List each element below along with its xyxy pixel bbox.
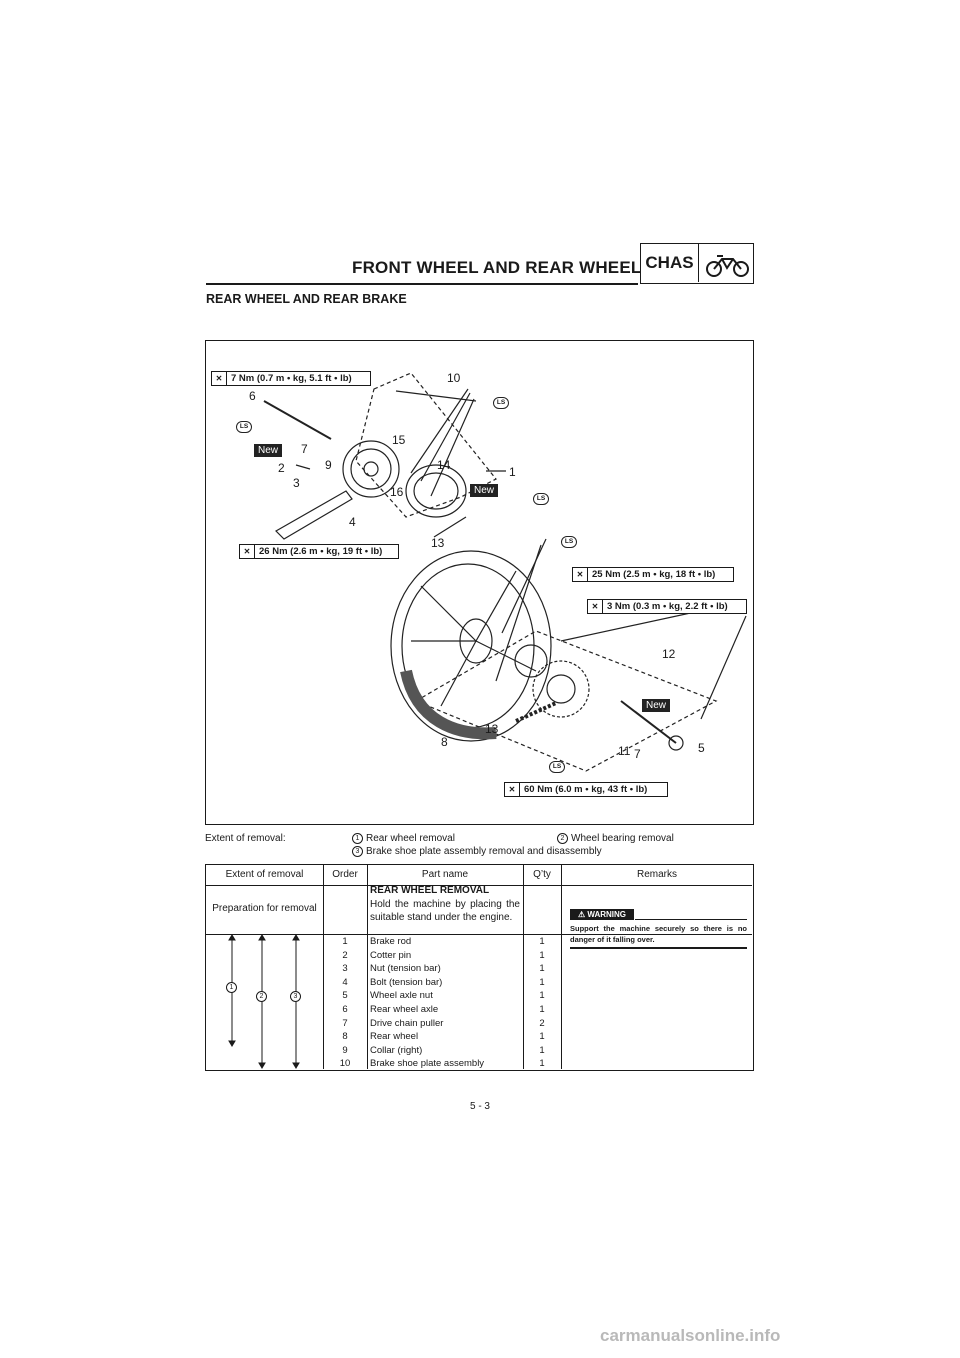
header-part-name: Part name <box>421 869 469 880</box>
callout-4: 4 <box>349 515 356 529</box>
torque-spec-3nm: ✕ 3 Nm (0.3 m • kg, 2.2 ft • lb) <box>587 599 747 614</box>
marker-2: 2 <box>557 833 568 844</box>
warning-text: Support the machine securely so there is no danger of it falling over. <box>570 924 747 944</box>
title-rule <box>206 283 638 285</box>
callout-12: 12 <box>662 647 676 661</box>
extent-item-1: 1 Rear wheel removal <box>352 833 455 844</box>
torque-spec-7nm: ✕ 7 Nm (0.7 m • kg, 5.1 ft • lb) <box>211 371 371 386</box>
row-order: 9 <box>342 1044 348 1056</box>
row-order: 10 <box>339 1058 351 1070</box>
callout-3: 3 <box>293 476 300 490</box>
callout-11: 11 <box>618 744 631 758</box>
row-part-name: Brake shoe plate assembly <box>370 1058 485 1070</box>
callout-10: 10 <box>447 371 461 385</box>
row-order: 3 <box>342 963 348 975</box>
callout-13-top: 13 <box>431 536 445 550</box>
torque-spec-60nm: ✕ 60 Nm (6.0 m • kg, 43 ft • lb) <box>504 782 668 797</box>
callout-5: 5 <box>698 741 705 755</box>
new-part-tag: New <box>254 444 282 457</box>
row-qty: 1 <box>539 936 545 947</box>
extent-marker-2: 2 <box>256 991 267 1002</box>
lithium-grease-icon: LS <box>533 493 549 505</box>
new-part-tag: New <box>642 699 670 712</box>
section-title: REAR WHEEL AND REAR BRAKE <box>206 292 407 306</box>
lithium-grease-icon: LS <box>236 421 252 433</box>
warning-badge: ⚠ WARNING <box>570 909 634 920</box>
lithium-grease-icon: LS <box>549 761 565 773</box>
motorcycle-icon <box>703 248 751 280</box>
marker-3: 3 <box>352 846 363 857</box>
row-qty: 2 <box>539 1017 545 1029</box>
lithium-grease-icon: LS <box>493 397 509 409</box>
extent-item-2: 2 Wheel bearing removal <box>557 833 674 844</box>
page-number: 5 - 3 <box>469 1101 490 1112</box>
row-part-name: Brake rod <box>370 936 412 947</box>
torque-spec-26nm: ✕ 26 Nm (2.6 m • kg, 19 ft • lb) <box>239 544 399 559</box>
lithium-grease-icon: LS <box>561 536 577 548</box>
row-order: 2 <box>342 949 348 961</box>
row-part-name: Rear wheel axle <box>370 1004 439 1015</box>
row-part-name: Wheel axle nut <box>370 990 433 1002</box>
row-qty: 1 <box>539 1044 545 1056</box>
callout-6: 6 <box>249 389 256 403</box>
callout-14: 14 <box>437 458 451 472</box>
row-order: 6 <box>342 1004 348 1015</box>
torque-wrench-icon: ✕ <box>240 545 255 558</box>
extent-marker-3: 3 <box>290 991 301 1002</box>
row-part-name: Nut (tension bar) <box>370 963 441 975</box>
row-qty: 1 <box>539 1031 545 1043</box>
row-part-name: Cotter pin <box>370 949 412 961</box>
torque-spec-25nm: ✕ 25 Nm (2.5 m • kg, 18 ft • lb) <box>572 567 734 582</box>
row-order: 7 <box>342 1017 348 1029</box>
prep-text: Hold the machine by placing the suitable stand under the engine. <box>370 899 520 923</box>
row-part-name: Bolt (tension bar) <box>370 976 443 988</box>
row-order: 5 <box>342 990 348 1002</box>
marker-1: 1 <box>352 833 363 844</box>
extent-item-3: 3 Brake shoe plate assembly removal and disassembly <box>352 846 602 857</box>
page-title: FRONT WHEEL AND REAR WHEEL <box>352 258 642 277</box>
callout-2: 2 <box>278 461 285 475</box>
row-part-name: Collar (right) <box>370 1044 423 1056</box>
row-order: 1 <box>342 936 348 947</box>
prep-extent: Preparation for removal <box>212 903 317 914</box>
prep-heading: REAR WHEEL REMOVAL <box>370 885 490 896</box>
chapter-code: CHAS <box>641 244 699 282</box>
row-order: 8 <box>342 1031 348 1043</box>
rear-wheel-illustration <box>206 341 752 823</box>
extent-marker-1: 1 <box>226 982 237 993</box>
new-part-tag: New <box>470 484 498 497</box>
callout-1: 1 <box>509 465 516 479</box>
header-order: Order <box>332 869 358 880</box>
torque-wrench-icon: ✕ <box>573 568 588 581</box>
watermark: carmanualsonline.info <box>600 1326 781 1345</box>
row-qty: 1 <box>539 1058 545 1070</box>
torque-wrench-icon: ✕ <box>212 372 227 385</box>
removal-table <box>205 864 754 1071</box>
warning-note <box>561 885 753 944</box>
callout-15: 15 <box>392 433 406 447</box>
callout-7-bottom: 7 <box>634 747 641 761</box>
header-qty: Q’ty <box>533 869 551 880</box>
row-qty: 1 <box>539 976 545 988</box>
exploded-diagram <box>205 340 754 825</box>
row-qty: 1 <box>539 963 545 975</box>
callout-9: 9 <box>325 458 332 472</box>
row-qty: 1 <box>539 949 545 961</box>
header-remarks: Remarks <box>636 869 677 880</box>
extent-markers <box>206 934 323 1069</box>
chapter-badge <box>640 243 754 284</box>
row-part-name: Rear wheel <box>370 1031 419 1043</box>
warning-rule <box>570 947 747 949</box>
callout-13-bottom: 13 <box>485 722 499 736</box>
warning-rule <box>635 919 747 920</box>
callout-7: 7 <box>301 442 308 456</box>
row-part-name: Drive chain puller <box>370 1017 444 1029</box>
callout-8: 8 <box>441 735 448 749</box>
torque-wrench-icon: ✕ <box>505 783 520 796</box>
row-qty: 1 <box>539 1004 545 1015</box>
torque-wrench-icon: ✕ <box>588 600 603 613</box>
callout-16: 16 <box>390 485 404 499</box>
row-order: 4 <box>342 976 348 988</box>
warning-triangle-icon: ⚠ <box>577 910 586 919</box>
row-qty: 1 <box>539 990 545 1002</box>
header-extent: Extent of removal <box>225 869 304 880</box>
column-divider <box>367 865 368 1069</box>
extent-label: Extent of removal: <box>205 833 286 844</box>
